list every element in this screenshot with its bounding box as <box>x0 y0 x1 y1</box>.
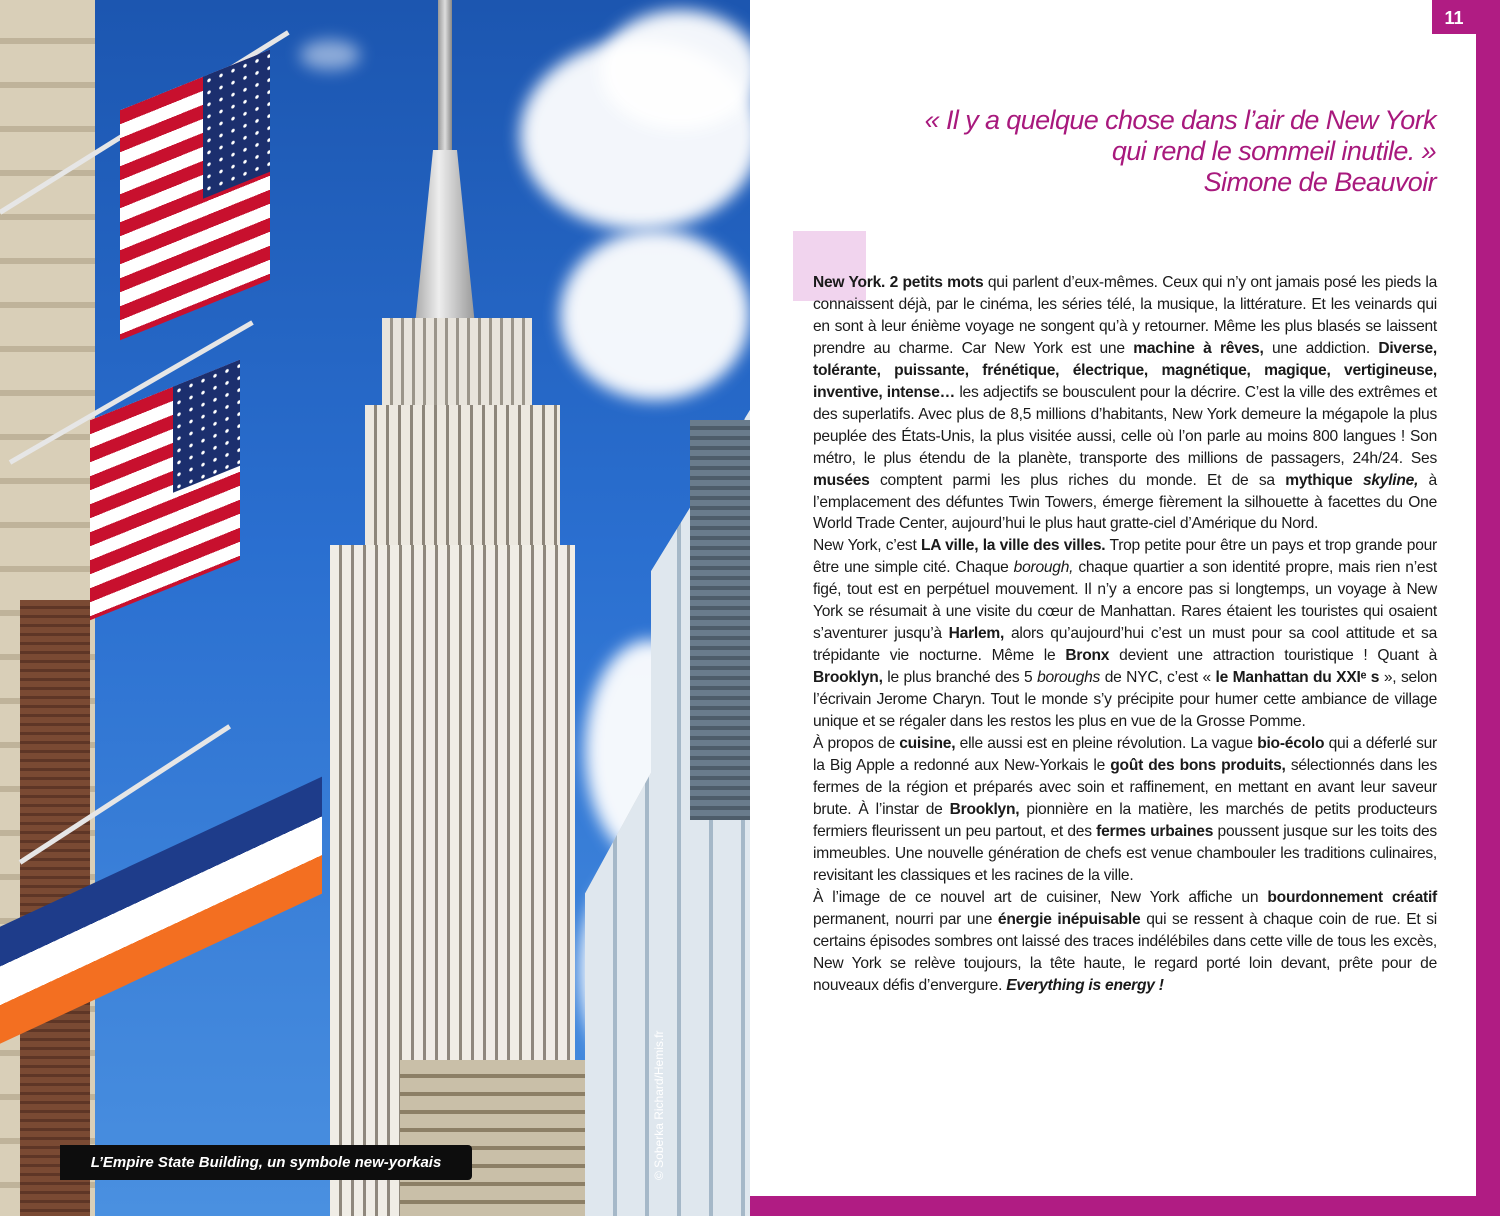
text-run: », selon l’écrivain Jerome Charyn. Tout le monde s’y précipite pour humer cette ambiance de village unique et se régaler dans les restos les plus en vue de la Grosse Pomme. <box>813 669 1438 731</box>
text-run: à l’emplacement des défuntes Twin Towers, émerge fièrement la silhouette à facettes du One World Trade Center, aujourd’hui le plus haut gratte-ciel d’Amérique du Nord. <box>813 471 1437 533</box>
emphasis-text: Brooklyn, <box>949 800 1020 818</box>
cloud <box>300 40 360 70</box>
emphasis-text: mythique <box>1285 471 1363 489</box>
text-run: une addiction. <box>1263 339 1379 357</box>
paragraph <box>813 272 1437 535</box>
quote-line: qui rend le sommeil inutile. » <box>1111 136 1436 166</box>
text-run: À propos de <box>813 735 900 753</box>
text-run: qui parlent d’eux-mêmes. Ceux qui n’y ont jamais posé les pieds la connaissent déjà, par le cinéma, les séries télé, la musique, la littérature. Et les veinards qui en sont à leur énième voyage ne songent qu’à y retourner. Même les plus blasés se laissent prendre au charme. Car New York est une <box>813 274 1437 357</box>
text-run: chaque quartier a son identité propre, mais rien n’est figé, tout est en perpétuel mouvement. Il n’y a encore pas si longtemps, un voyage à New York se résumait à une visite du cœur de Manhattan. Rares étaient les touristes qui osaient s’aventurer jusqu’à <box>813 559 1437 643</box>
emphasis-text: goût des bons produits, <box>1110 756 1286 774</box>
emphasis-text: Brooklyn, <box>813 669 883 687</box>
text-run: pionnière en la matière, les marchés de petits producteurs fermiers fleurissent un peu partout, et des <box>813 800 1437 840</box>
emphasis-text: Bronx <box>1065 647 1110 665</box>
emphasis-text: bio-écolo <box>1257 735 1325 753</box>
building-base <box>400 1060 595 1216</box>
emphasis-text: LA ville, la ville des villes. <box>920 537 1106 555</box>
page-border-right <box>1476 0 1500 1216</box>
text-run: À l’image de ce nouvel art de cuisiner, New York affiche un <box>813 888 1268 906</box>
text-run: le plus branché des 5 <box>882 669 1038 687</box>
emphasis-text: Harlem, <box>948 625 1005 643</box>
photo-caption: L’Empire State Building, un symbole new-yorkais <box>60 1145 472 1180</box>
emphasis-text: Diverse, tolérante, puissante, frénétique, électrique, magnétique, magique, vertigineuse, inventive, intense… <box>813 339 1437 401</box>
emphasis-text: Everything is energy ! <box>1006 976 1164 994</box>
quote-line: « Il y a quelque chose dans l’air de New York <box>924 105 1436 135</box>
photo-credit: © Soberka Richard/Hemis.fr <box>652 1030 666 1180</box>
text-run: elle aussi est en pleine révolution. La vague <box>955 735 1258 753</box>
text-run: sélectionnés dans les fermes de la région et préparés avec soin et raffinement, en mettant en avant leur saveur brute. À l’instar de <box>813 756 1437 818</box>
quote-author: Simone de Beauvoir <box>1203 167 1436 197</box>
emphasis-text: boroughs <box>1037 669 1101 687</box>
paragraph <box>813 535 1437 733</box>
text-run: New York, c’est <box>813 537 921 555</box>
emphasis-text: skyline, <box>1362 471 1419 489</box>
text-run: comptent parmi les plus riches du monde. Et de sa <box>869 471 1286 489</box>
paragraph <box>813 733 1437 887</box>
text-run: Trop petite pour être un pays et trop grande pour être une simple cité. Chaque <box>813 537 1437 577</box>
emphasis-text: cuisine, <box>899 735 956 753</box>
paragraph <box>813 887 1437 997</box>
dark-building <box>690 420 750 820</box>
text-run: poussent jusque sur les toits des immeubles. Une nouvelle génération de chefs est venue chambouler les traditions culinaires, revisitant les classiques et les racines de la ville. <box>813 822 1437 884</box>
text-run: permanent, nourri par une <box>813 910 998 928</box>
us-flag <box>120 50 270 341</box>
text-run: les adjectifs se bousculent pour la décrire. C’est la ville des extrêmes et des superlatifs. Avec plus de 8,5 millions d’habitants, New York demeure la mégapole la plus peuplée des États-Unis, la plus visitée aussi, celle où l’on parle au moins 800 langues ! Son métro, le plus étendu de la planète, transporte des millions de passagers, 24h/24. Ses <box>813 383 1438 467</box>
emphasis-text: borough, <box>1013 559 1074 577</box>
emphasis-text: musées <box>813 471 870 489</box>
text-run: devient une attraction touristique ! Quant à <box>1109 647 1437 665</box>
text-run: alors qu’aujourd’hui c’est un must pour sa cool attitude et sa trépidante vie nocturne. Même le <box>813 625 1437 665</box>
text-run: qui a déferlé sur la Big Apple a redonné aux New-Yorkais le <box>813 735 1437 774</box>
epigraph-quote <box>816 105 1436 198</box>
us-flag <box>90 360 240 621</box>
emphasis-text: le Manhattan du XXIᵉ s <box>1215 669 1380 687</box>
emphasis-text: machine à rêves, <box>1133 339 1264 357</box>
cloud <box>600 10 750 130</box>
emphasis-text: New York. 2 petits mots <box>813 274 984 291</box>
text-run: de NYC, c’est « <box>1100 669 1216 687</box>
building-setback <box>365 405 560 555</box>
page-border-bottom <box>750 1196 1500 1216</box>
body-text <box>813 272 1437 996</box>
text-run: qui se ressent à chaque coin de rue. Et si certains épisodes sombres ont laissé des traces indélébiles dans cette ville de tous les excès, New York se relève toujours, la tête haute, le regard porté loin devant, prête pour de nouveaux défis d’envergure. <box>813 910 1438 994</box>
building-crown <box>382 318 532 413</box>
building-top <box>415 150 475 325</box>
cloud <box>560 230 750 400</box>
emphasis-text: énergie inépuisable <box>997 910 1141 928</box>
emphasis-text: bourdonnement créatif <box>1267 888 1437 906</box>
page-number: 11 <box>1432 0 1476 34</box>
emphasis-text: fermes urbaines <box>1096 822 1214 840</box>
building-spire <box>438 0 452 160</box>
